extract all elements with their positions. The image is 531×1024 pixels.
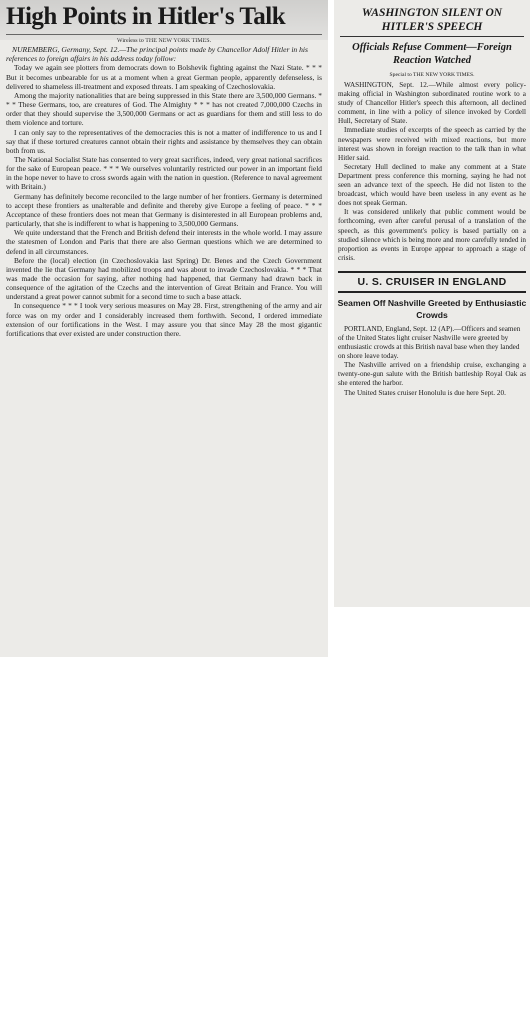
cruiser-subheadline: Seamen Off Nashville Greeted by Enthusiastic Crowds xyxy=(337,297,527,320)
cruiser-paragraph: The United States cruiser Honolulu is due here Sept. 20. xyxy=(344,388,506,397)
left-paragraph: I can only say to the representatives of the democracies this is not a matter of indifference to us and I say that if these tortured creatures cannot obtain their rights and assistance by themselves they can obtain both from us. xyxy=(6,127,322,155)
cruiser-body xyxy=(334,361,530,397)
left-dateline: NUREMBERG, Germany, Sept. 12.—The principal points made by Chancellor Adolf Hitler in his references to foreign affairs in his address today follow: xyxy=(6,45,308,64)
left-clipping xyxy=(0,0,328,657)
right-body xyxy=(334,81,530,263)
left-paragraph: The National Socialist State has consented to very great sacrifices, indeed, very great national sacrifices for the sake of European peace. * * * We ourselves voluntarily restricted our power in an important field in the hope never to have to cross swords again with the nation in question. (Reference to naval agreement with Britain.) xyxy=(6,154,322,192)
left-paragraph: Today we again see plotters from democrats down to Bolshevik fighting against the Nazi State. * * * But it becomes unbearable for us at a moment when a great German people, apparently defenseless, is delivered to shameless ill-treatment and exposed threats. I am speaking of Czechoslovakia. xyxy=(6,63,322,91)
right-headline-rule xyxy=(340,36,524,37)
cruiser-headline: U. S. CRUISER IN ENGLAND xyxy=(338,271,526,293)
right-paragraph: Immediate studies of excerpts of the speech as carried by the newspapers were received with mixed reactions, but more interest was shown in foreign reaction to the talk than in what Hitler said. xyxy=(338,126,526,162)
right-paragraph: Secretary Hull declined to make any comment at a State Department press conference this morning, saying he had not seen an advance text of the speech. He did not listen to the broadcast, which would have been useless in any event as he does not speak German. xyxy=(338,162,526,208)
left-paragraph: Germany has definitely become reconciled to the large number of her frontiers. Germany is determined to accept these frontiers as unalterable and definite and thereby give Europe a feeling of peace. * * * Acceptance of these frontiers does not mean that Germany is disinterested in all European problems and, particularly, that she is indifferent to what is happening to 3,500,000 Germans. xyxy=(6,191,322,229)
right-paragraph: WASHINGTON, Sept. 12.—While almost every policy-making official in Washington subordinated routine work to a study of Chancellor Hitler's speech this afternoon, all declined comment, in line with a policy of silence invoked by Cordell Hull, Secretary of State. xyxy=(338,81,526,126)
cruiser-dateline: PORTLAND, England, Sept. 12 (AP).—Officers and seamen of the United States light cruiser Nashville were greeted by enthusiastic crowds at this British naval base when they landed on shore leave today. xyxy=(338,324,521,361)
left-paragraph: Among the majority nationalities that are being suppressed in this State there are 3,500,000 Germans. * * * These Germans, too, are creatures of God. The Almighty * * * has not created 7,000,000 Czechs in order that they should supervise the 3,500,000 Germans or act as guardians for them and still less to do them violence and torture. xyxy=(6,90,322,128)
left-paragraph: Before the (local) election (in Czechoslovakia last Spring) Dr. Benes and the Czech Government invented the lie that Germany had mobilized troops and was about to invade Czechoslovakia. * * * That was made the occasion for saying, after nothing had happened, that Germany had drawn back in consequence of the agitation of the Czechs and the intervention of Great Britain and France. You will understand a great power cannot submit for a second time to such a base attack. xyxy=(6,255,322,302)
left-paragraph: In consequence * * * I took very serious measures on May 28. First, strengthening of the army and air force was on my order and I considerably increased them forthwith. Second, I ordered immediate extension of our fortifications in the West. I may assure you that since May 28 the most gigantic fortifications that ever existed are under construction there. xyxy=(6,301,322,338)
left-credit: Wireless to THE NEW YORK TIMES. xyxy=(116,38,212,44)
cruiser-paragraph: The Nashville arrived on a friendship cruise, exchanging a twenty-one-gun salute with the British battleship Royal Oak as she entered the harbor. xyxy=(338,361,526,388)
right-credit: Special to THE NEW YORK TIMES. xyxy=(389,72,475,78)
left-headline: High Points in Hitler's Talk xyxy=(6,3,286,30)
left-paragraph: We quite understand that the French and British defend their interests in the whole world. I may assure the statesmen of London and Paris that there are also German questions which we are determined to defend in all circumstances. xyxy=(6,228,322,256)
right-subheadline: Officials Refuse Comment—Foreign Reaction Watched xyxy=(352,42,512,66)
right-clipping xyxy=(334,0,530,607)
right-headline: WASHINGTON SILENT ON HITLER'S SPEECH xyxy=(361,7,503,33)
right-paragraph: It was considered unlikely that public comment would be forthcoming, even after careful perusal of a translation of the speech, as this government's policy is based partially on a studied silence which is being more and more carefully tended in proportion as events in Europe appear to approach a stage of crisis. xyxy=(338,208,526,262)
left-body xyxy=(0,63,328,338)
